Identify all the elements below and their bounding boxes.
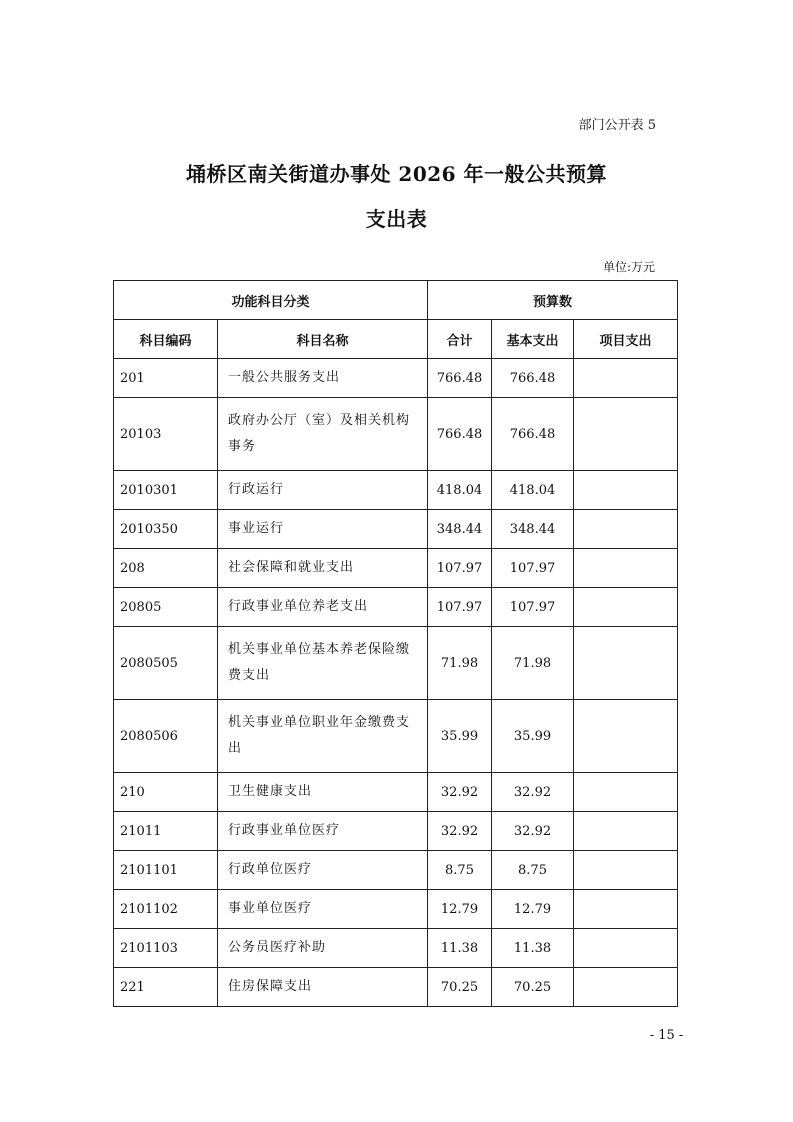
- row-name: 行政事业单位医疗: [218, 812, 428, 851]
- row-name: 事业单位医疗: [218, 890, 428, 929]
- row-total: 766.48: [428, 398, 492, 471]
- row-project: [574, 929, 678, 968]
- row-name: 机关事业单位职业年金缴费支出: [218, 700, 428, 773]
- row-total: 418.04: [428, 471, 492, 510]
- row-total: 32.92: [428, 773, 492, 812]
- unit-label: 单位:万元: [602, 260, 655, 274]
- table-row: [114, 700, 678, 773]
- row-total: 8.75: [428, 851, 492, 890]
- row-project: [574, 890, 678, 929]
- row-basic: 107.97: [492, 588, 574, 627]
- page-number: - 15 -: [649, 1028, 684, 1043]
- row-basic: 766.48: [492, 359, 574, 398]
- row-basic: 12.79: [492, 890, 574, 929]
- row-total: 71.98: [428, 627, 492, 700]
- row-project: [574, 510, 678, 549]
- row-name: 卫生健康支出: [218, 773, 428, 812]
- table-row: [114, 398, 678, 471]
- row-name: 住房保障支出: [218, 968, 428, 1007]
- table-row: [114, 549, 678, 588]
- row-name: 一般公共服务支出: [218, 359, 428, 398]
- row-project: [574, 851, 678, 890]
- row-project: [574, 700, 678, 773]
- row-project: [574, 627, 678, 700]
- row-basic: 418.04: [492, 471, 574, 510]
- table-row: [114, 929, 678, 968]
- row-total: 35.99: [428, 700, 492, 773]
- row-code: 201: [114, 359, 218, 398]
- row-basic: 71.98: [492, 627, 574, 700]
- row-total: 766.48: [428, 359, 492, 398]
- row-code: 221: [114, 968, 218, 1007]
- row-code: 2010301: [114, 471, 218, 510]
- row-code: 2080506: [114, 700, 218, 773]
- row-project: [574, 359, 678, 398]
- row-name: 机关事业单位基本养老保险缴费支出: [218, 627, 428, 700]
- row-basic: 35.99: [492, 700, 574, 773]
- table-row: [114, 812, 678, 851]
- row-basic: 32.92: [492, 812, 574, 851]
- row-name: 政府办公厅（室）及相关机构事务: [218, 398, 428, 471]
- row-total: 11.38: [428, 929, 492, 968]
- budget-amount-header: 预算数: [428, 281, 678, 320]
- row-name: 事业运行: [218, 510, 428, 549]
- row-code: 2010350: [114, 510, 218, 549]
- table-row: [114, 588, 678, 627]
- row-code: 21011: [114, 812, 218, 851]
- table-row: [114, 773, 678, 812]
- row-project: [574, 471, 678, 510]
- table-row: [114, 851, 678, 890]
- row-basic: 11.38: [492, 929, 574, 968]
- table-row: [114, 968, 678, 1007]
- row-name: 公务员医疗补助: [218, 929, 428, 968]
- row-total: 107.97: [428, 588, 492, 627]
- row-name: 行政单位医疗: [218, 851, 428, 890]
- row-code: 210: [114, 773, 218, 812]
- row-code: 2101102: [114, 890, 218, 929]
- row-project: [574, 549, 678, 588]
- column-header-name: 科目名称: [218, 320, 428, 359]
- row-name: 社会保障和就业支出: [218, 549, 428, 588]
- row-code: 2101103: [114, 929, 218, 968]
- row-basic: 70.25: [492, 968, 574, 1007]
- table-row: [114, 471, 678, 510]
- row-total: 32.92: [428, 812, 492, 851]
- row-name: 行政事业单位养老支出: [218, 588, 428, 627]
- row-project: [574, 588, 678, 627]
- page-subtitle: 支出表: [365, 207, 428, 231]
- row-total: 348.44: [428, 510, 492, 549]
- row-basic: 32.92: [492, 773, 574, 812]
- row-basic: 766.48: [492, 398, 574, 471]
- row-project: [574, 812, 678, 851]
- row-code: 20805: [114, 588, 218, 627]
- row-code: 208: [114, 549, 218, 588]
- row-project: [574, 968, 678, 1007]
- row-total: 107.97: [428, 549, 492, 588]
- table-row: [114, 627, 678, 700]
- column-header-basic: 基本支出: [492, 320, 574, 359]
- column-header-code: 科目编码: [114, 320, 218, 359]
- row-project: [574, 773, 678, 812]
- functional-classification-header: 功能科目分类: [114, 281, 428, 320]
- row-project: [574, 398, 678, 471]
- row-total: 70.25: [428, 968, 492, 1007]
- page-title: 埇桥区南关街道办事处 2026 年一般公共预算: [185, 162, 608, 186]
- row-basic: 8.75: [492, 851, 574, 890]
- column-header-project: 项目支出: [574, 320, 678, 359]
- table-label: 部门公开表 5: [578, 118, 656, 133]
- row-code: 2080505: [114, 627, 218, 700]
- table-row: [114, 510, 678, 549]
- budget-table: [113, 280, 678, 1007]
- column-header-total: 合计: [428, 320, 492, 359]
- row-total: 12.79: [428, 890, 492, 929]
- row-name: 行政运行: [218, 471, 428, 510]
- row-code: 20103: [114, 398, 218, 471]
- row-code: 2101101: [114, 851, 218, 890]
- row-basic: 348.44: [492, 510, 574, 549]
- row-basic: 107.97: [492, 549, 574, 588]
- table-row: [114, 359, 678, 398]
- table-row: [114, 890, 678, 929]
